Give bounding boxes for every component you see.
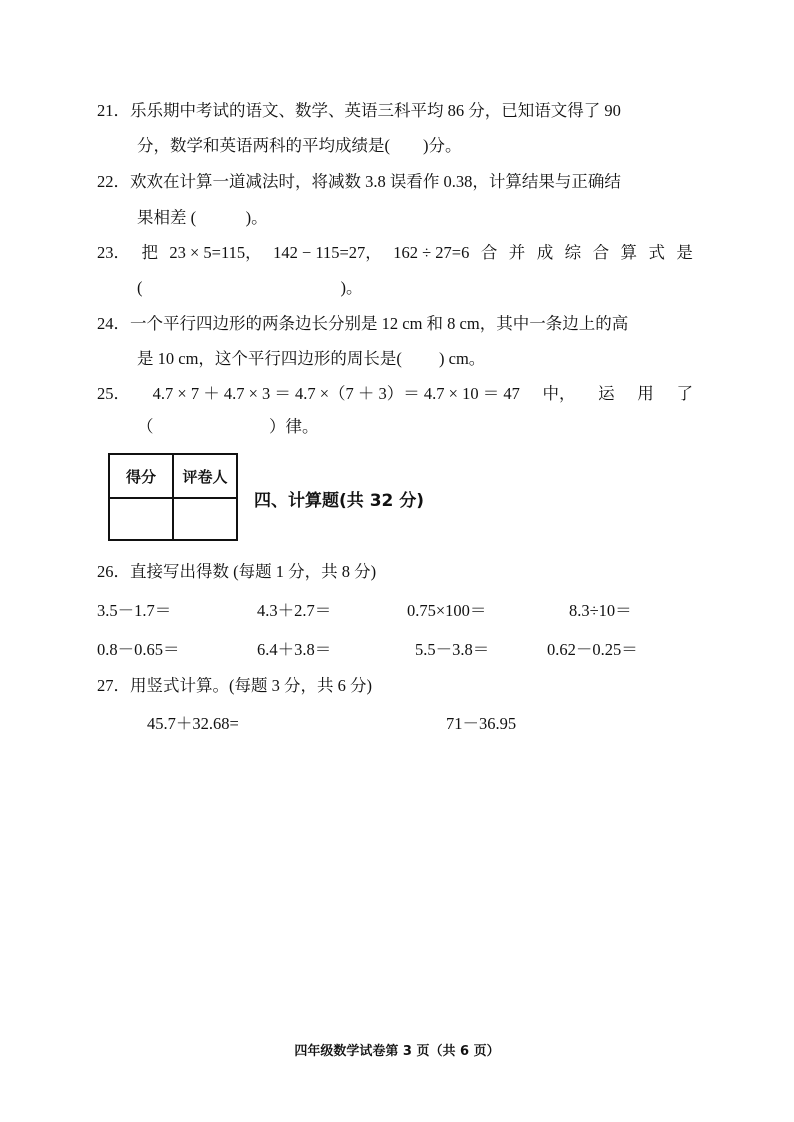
q23-part: 合: [592, 243, 610, 262]
q25-part: 运: [598, 384, 615, 403]
q23-part: 23 × 5=115，: [169, 243, 262, 262]
question-21-line-2: 分，数学和英语两科的平均成绩是( )分。: [137, 136, 462, 155]
question-22-line-1: 22．欢欢在计算一道减法时，将减数 3.8 误看作 0.38，计算结果与正确结: [97, 172, 621, 191]
q23-part: 式: [648, 243, 665, 262]
question-23-number: 23．: [97, 243, 130, 262]
section-4-title: 四、计算题(共 32 分): [254, 491, 425, 511]
q23-part: 综: [564, 243, 582, 262]
question-25-line-2: （ ）律。: [137, 417, 319, 436]
q23-part: 算: [620, 243, 637, 262]
question-23-line-1: [97, 241, 693, 265]
score-header: 得分: [109, 454, 173, 498]
question-25-number: 25．: [97, 384, 130, 403]
grader-header: 评卷人: [173, 454, 237, 498]
page-footer: 四年级数学试卷第 3 页（共 6 页）: [294, 1044, 500, 1059]
question-24-line-2: 是 10 cm，这个平行四边形的周长是( ) cm。: [137, 349, 486, 368]
calc-item: 3.5－1.7＝: [97, 601, 172, 620]
q25-part: 中，: [542, 384, 576, 403]
q23-part: 成: [536, 243, 554, 262]
question-23-line-2: ( )。: [137, 278, 363, 297]
q23-part: 把: [141, 243, 158, 262]
q23-part: 162 ÷ 27=6: [393, 243, 470, 262]
q23-part: 合: [480, 243, 498, 262]
calc-item: 0.8－0.65＝: [97, 640, 180, 659]
score-cell[interactable]: [109, 498, 173, 540]
grader-cell[interactable]: [173, 498, 237, 540]
vertical-calc-item: 45.7＋32.68=: [147, 714, 239, 733]
q23-part: 142 − 115=27，: [273, 243, 382, 262]
q25-part: 用: [637, 384, 654, 403]
calc-item: 5.5－3.8＝: [415, 640, 490, 659]
score-table: [108, 453, 238, 541]
question-24-line-1: 24．一个平行四边形的两条边长分别是 12 cm 和 8 cm，其中一条边上的高: [97, 314, 629, 333]
calc-item: 8.3÷10＝: [569, 601, 632, 620]
vertical-calc-item: 71－36.95: [446, 714, 517, 733]
question-22-line-2: 果相差 ( )。: [137, 208, 268, 227]
question-27-title: 27．用竖式计算。(每题 3 分，共 6 分): [97, 676, 372, 695]
q25-part: 4.7 × 7 ＋ 4.7 × 3 ＝ 4.7 ×（7 ＋ 3）＝ 4.7 × 10 ＝ 47: [152, 384, 520, 403]
question-21-line-1: 21．乐乐期中考试的语文、数学、英语三科平均 86 分，已知语文得了 90: [97, 101, 621, 120]
calc-item: 0.62－0.25＝: [547, 640, 638, 659]
calc-item: 0.75×100＝: [407, 601, 487, 620]
q23-part: 并: [508, 243, 526, 262]
calc-item: 4.3＋2.7＝: [257, 601, 332, 620]
calc-item: 6.4＋3.8＝: [257, 640, 332, 659]
q23-part: 是: [676, 243, 693, 262]
question-26-title: 26．直接写出得数 (每题 1 分，共 8 分): [97, 562, 377, 581]
q25-part: 了: [676, 384, 693, 403]
question-25-line-1: [97, 382, 693, 406]
